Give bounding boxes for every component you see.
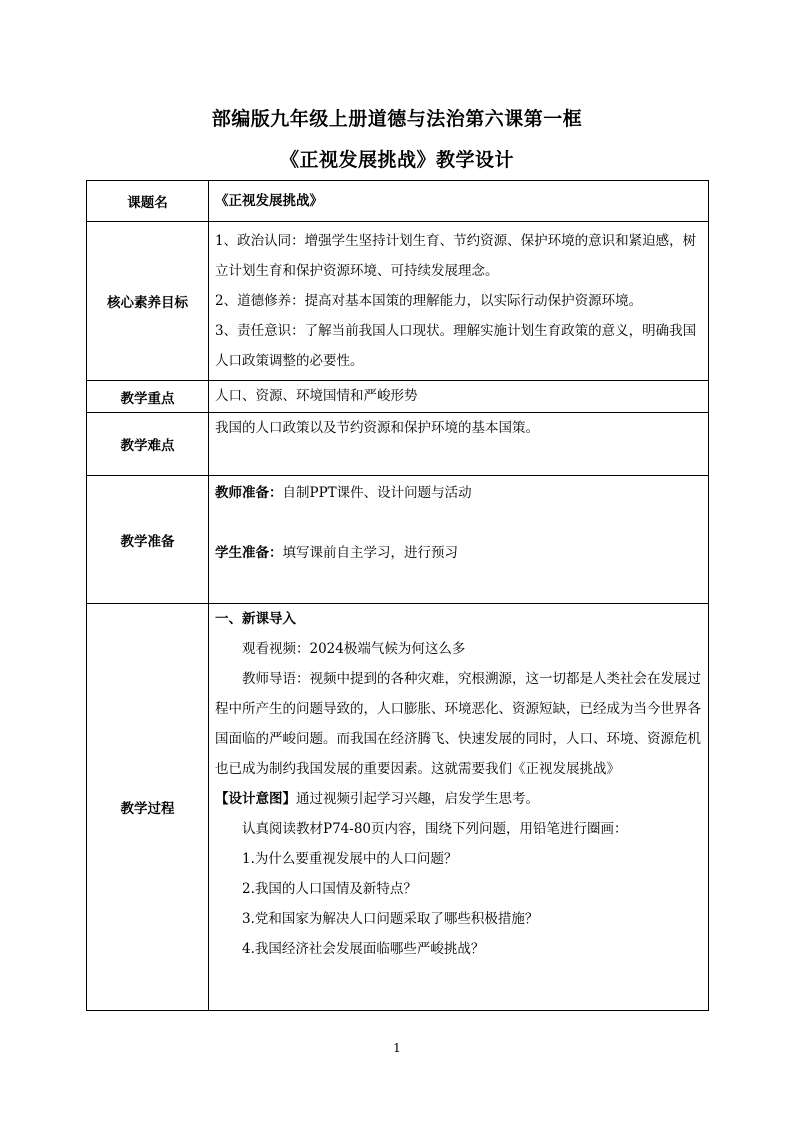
question-item: 3.党和国家为解决人口问题采取了哪些积极措施？	[242, 911, 539, 927]
label-process: 教学过程	[87, 604, 209, 1011]
teacher-guide: 教师导语：视频中提到的各种灾难，究根溯源，这一切都是人类社会在发展过程中所产生的问题导致的，人口膨胀、环境恶化、资源短缺，已经成为当今世界各国面临的严峻问题。而我国在经济腾飞、快速发展的同时，人口、环境、资源危机也已成为制约我国发展的重要因素。这就需要我们《正视发展挑战》	[215, 671, 701, 777]
row-key-points	[87, 381, 709, 413]
label-preparation: 教学准备	[87, 476, 209, 604]
page-number: 1	[393, 1041, 401, 1055]
label-key-points: 教学重点	[87, 381, 209, 413]
goal-item: 3、责任意识：了解当前我国人口现状。理解实施计划生育政策的意义，明确我国人口政策调整的必要性。	[215, 323, 697, 369]
row-process	[87, 604, 709, 1011]
question-item: 2.我国的人口国情及新特点？	[242, 881, 417, 897]
question-item: 1.为什么要重视发展中的人口问题？	[242, 851, 458, 867]
label-topic: 课题名	[87, 181, 209, 222]
video-line: 观看视频：2024极端气候为何这么多	[242, 641, 466, 657]
row-difficulties	[87, 413, 709, 476]
teacher-prep-label: 教师准备：	[215, 485, 283, 501]
design-intent-label: 【设计意图】	[215, 791, 296, 807]
row-preparation	[87, 476, 709, 604]
document-title-line1: 部编版九年级上册道德与法治第六课第一框	[211, 108, 583, 130]
document-title-line2: 《正视发展挑战》教学设计	[279, 149, 514, 171]
design-intent-value: 通过视频引起学习兴趣，启发学生思考。	[296, 791, 539, 807]
topic-text: 《正视发展挑战》	[215, 193, 323, 209]
row-topic	[87, 181, 709, 222]
section-title: 一、新课导入	[215, 611, 296, 627]
teacher-prep-value: 自制PPT课件、设计问题与活动	[282, 485, 472, 501]
value-goals	[209, 222, 709, 381]
reading-instruction: 认真阅读教材P74-80页内容，围绕下列问题，用铅笔进行圈画：	[242, 821, 628, 837]
value-process	[209, 604, 709, 1011]
label-difficulties: 教学难点	[87, 413, 209, 476]
student-prep-value: 填写课前自主学习，进行预习	[282, 545, 458, 561]
row-goals	[87, 222, 709, 381]
value-difficulties: 我国的人口政策以及节约资源和保护环境的基本国策。	[209, 413, 709, 476]
student-prep-label: 学生准备：	[215, 545, 283, 561]
value-topic	[209, 181, 709, 222]
value-key-points: 人口、资源、环境国情和严峻形势	[209, 381, 709, 413]
goal-item: 1、政治认同：增强学生坚持计划生育、节约资源、保护环境的意识和紧迫感，树立计划生育和保护资源环境、可持续发展理念。	[215, 233, 697, 279]
lesson-plan-table	[86, 180, 709, 1011]
label-goals: 核心素养目标	[87, 222, 209, 381]
value-preparation	[209, 476, 709, 604]
question-item: 4.我国经济社会发展面临哪些严峻挑战？	[242, 941, 485, 957]
goal-item: 2、道德修养：提高对基本国策的理解能力，以实际行动保护资源环境。	[215, 293, 643, 309]
